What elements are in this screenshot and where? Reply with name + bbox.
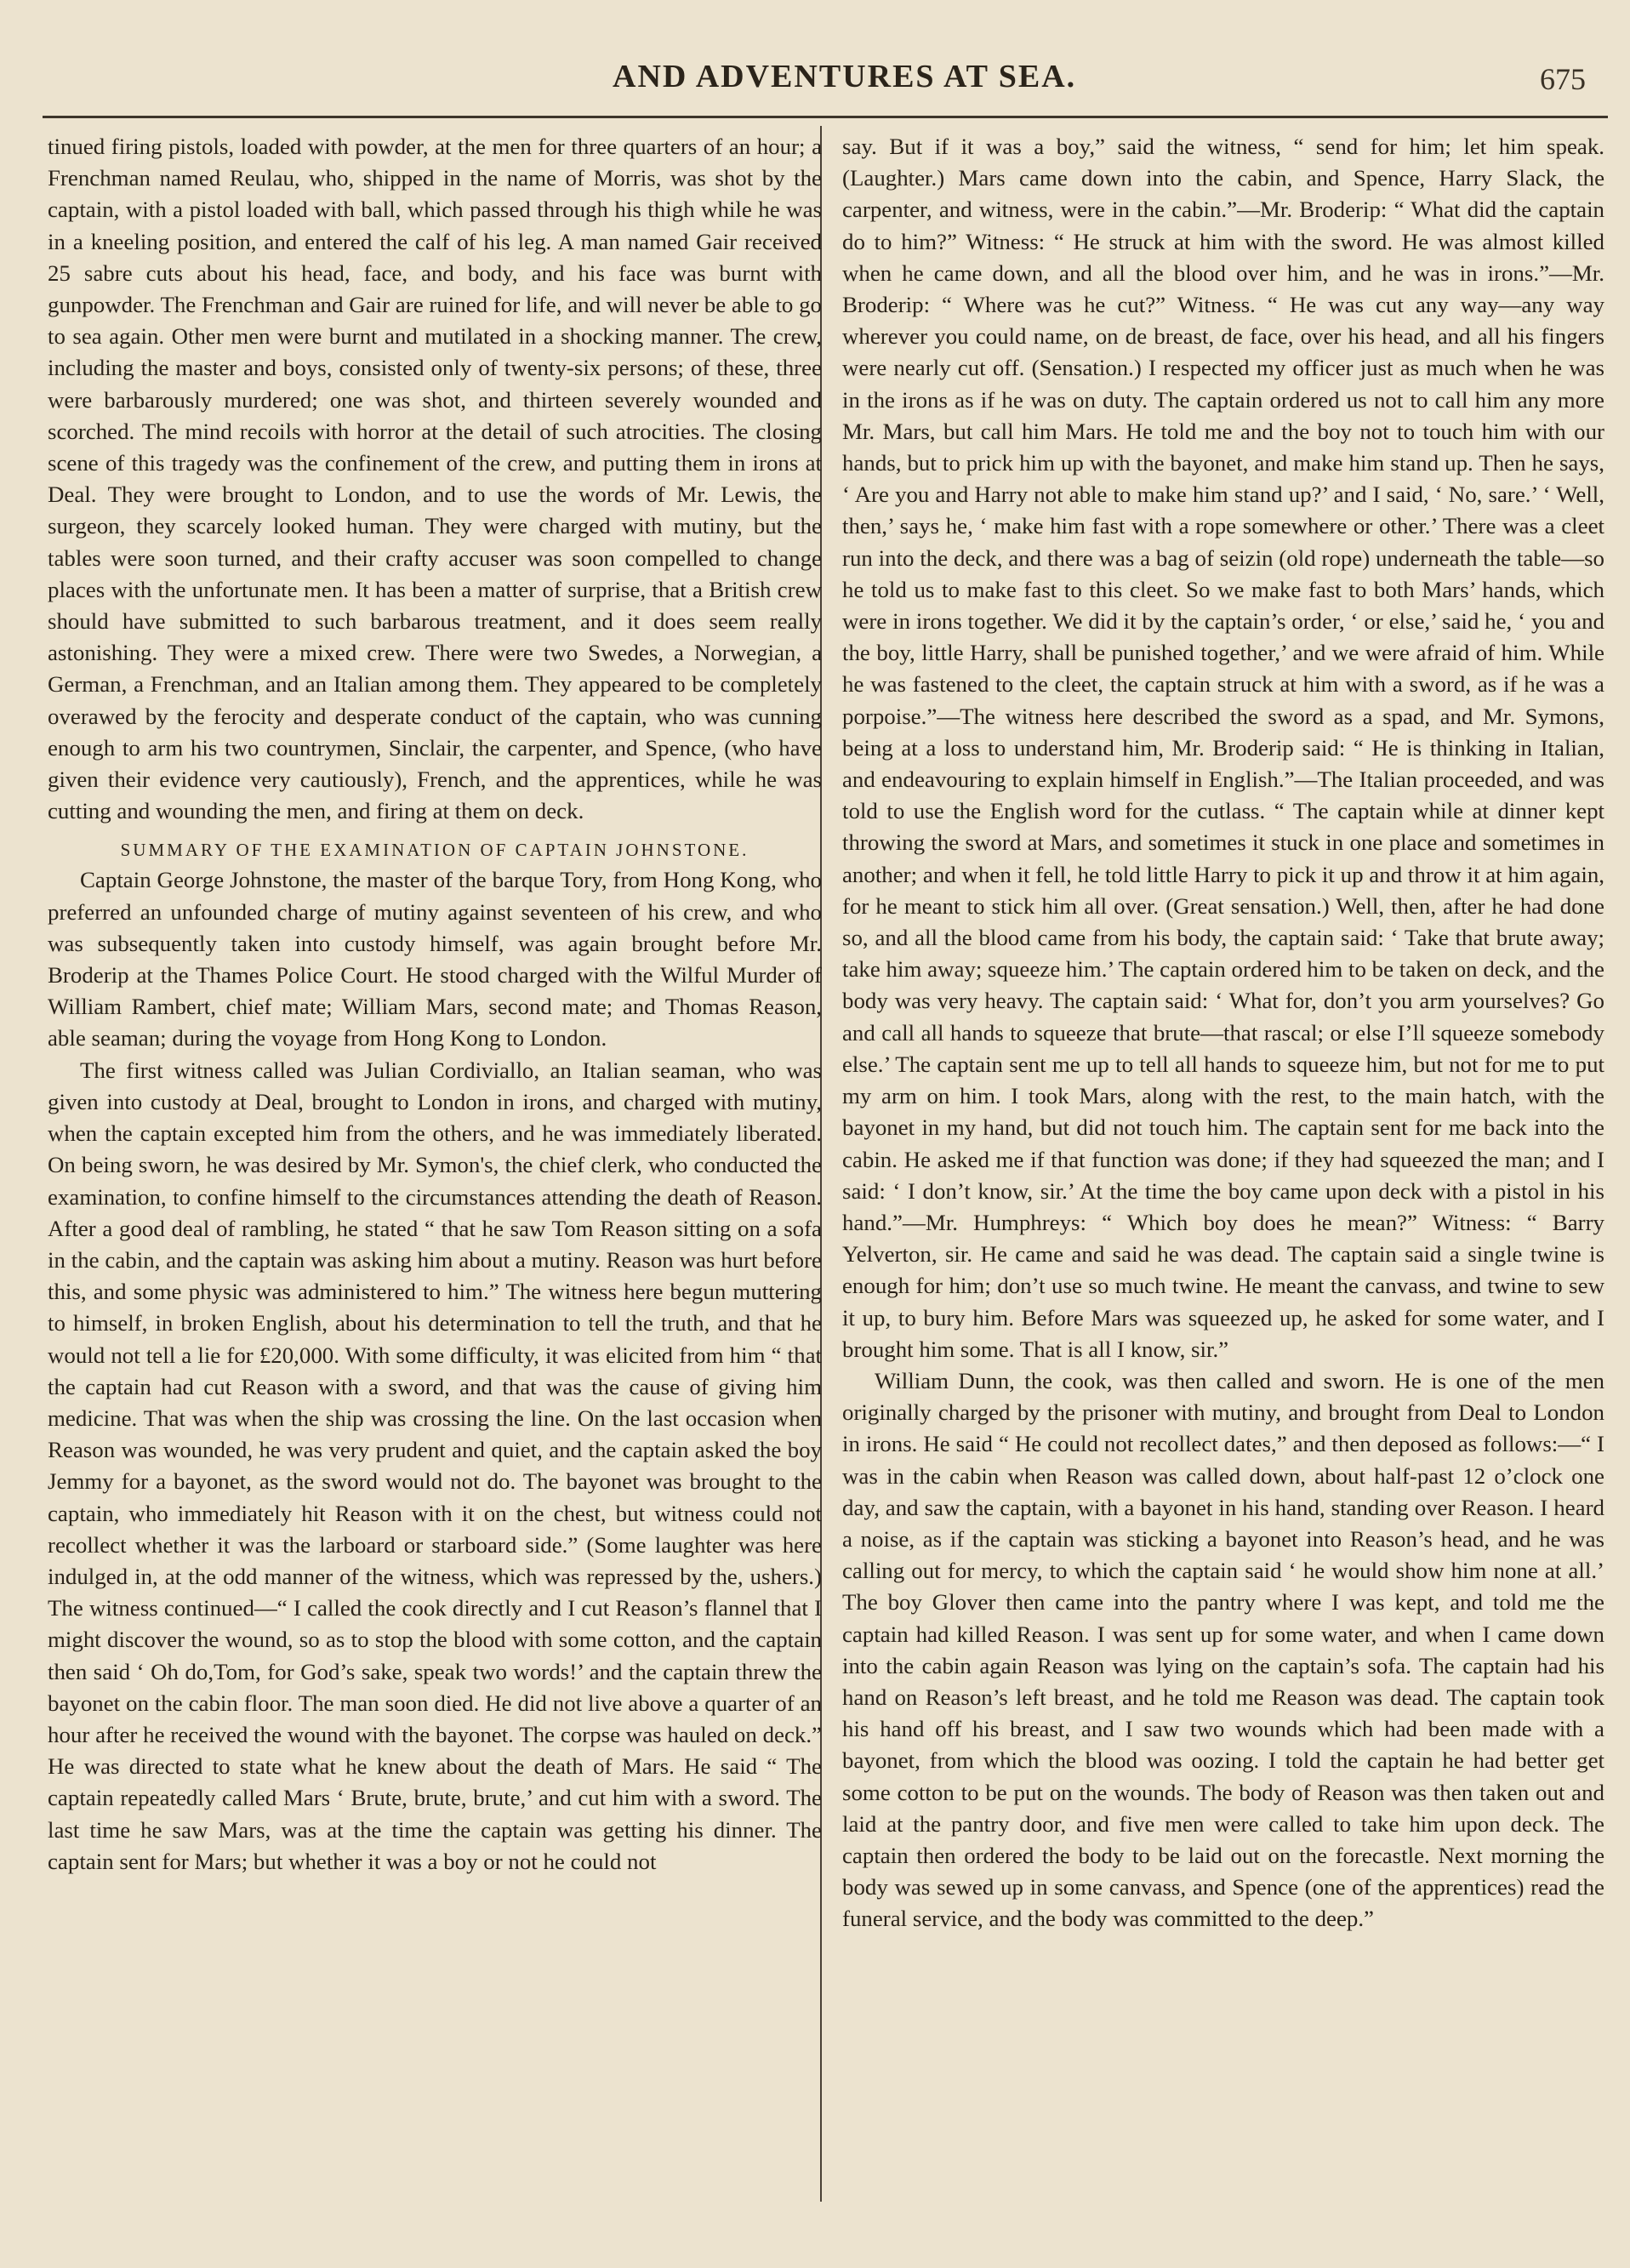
running-title: AND ADVENTURES AT SEA.: [613, 59, 1077, 94]
left-column: [48, 131, 822, 1878]
paragraph: William Dunn, the cook, was then called and sworn. He is one of the men originally charged by the prisoner with mutiny, and brought from Deal to London in irons. He said “ He could not recollect dates,” and then deposed as follows:—“ I was in the cabin when Reason was called down, about half-past 12 o’clock one day, and saw the captain, with a bayonet in his hand, standing over Reason. I heard a noise, as if the captain was sticking a bayonet into Reason’s head, and he was calling out for mercy, to which the captain said ‘ he would show him none at all.’ The boy Glover then came into the pantry where I was kept, and told me the captain had killed Reason. I was sent up for some water, and when I came down into the cabin again Reason was lying on the captain’s sofa. The captain had his hand on Reason’s left breast, and he told me Reason was dead. The captain took his hand off his breast, and I saw two wounds which had been made with a bayonet, from which the blood was oozing. I told the captain he had better get some cotton to be put on the wounds. The body of Reason was then taken out and laid at the pantry door, and five men were called to take him upon deck. The captain then ordered the body to be laid out on the forecastle. Next morning the body was sewed up in some canvass, and Spence (one of the apprentices) read the funeral service, and the body was committed to the deep.”: [842, 1367, 1604, 1932]
section-heading: SUMMARY OF THE EXAMINATION OF CAPTAIN JOHNSTONE.: [120, 840, 749, 861]
paragraph: The first witness called was Julian Cordiviallo, an Italian seaman, who was given into custody at Deal, brought to London in irons, and charged with mutiny, when the captain excepted him from the others, and he was immediately liberated. On being sworn, he was desired by Mr. Symon's, the chief clerk, who conducted the examination, to confine himself to the circumstances attending the death of Reason. After a good deal of rambling, he stated “ that he saw Tom Reason sitting on a sofa in the cabin, and the captain was asking him about a mutiny. Reason was hurt before this, and some physic was administered to him.” The witness here begun muttering to himself, in broken English, about his determination to tell the truth, and that he would not tell a lie for £20,000. With some difficulty, it was elicited from him “ that the captain had cut Reason with a sword, and that was the cause of giving him medicine. That was when the ship was crossing the line. On the last occasion when Reason was wounded, he was very prudent and quiet, and the captain asked the boy Jemmy for a bayonet, as the sword would not do. The bayonet was brought to the captain, who immediately hit Reason with it on the chest, but witness could not recollect whether it was the larboard or starboard side.” (Some laughter was here indulged in, at the odd manner of the witness, which was repressed by the, ushers.) The witness continued—“ I called the cook directly and I cut Reason’s flannel that I might discover the wound, so as to stop the blood with some cotton, and the captain then said ‘ Oh do,Tom, for God’s sake, speak two words!’ and the captain threw the bayonet on the cabin floor. The man soon died. He did not live above a quarter of an hour after he received the wound with the bayonet. The corpse was hauled on deck.” He was directed to state what he knew about the death of Mars. He said “ The captain repeatedly called Mars ‘ Brute, brute, brute,’ and cut him with a sword. The last time he saw Mars, was at the time the captain was getting his dinner. The captain sent for Mars; but whether it was a boy or not he could not: [48, 1057, 822, 1874]
paragraph: Captain George Johnstone, the master of the barque Tory, from Hong Kong, who preferred an unfounded charge of mutiny against seventeen of his crew, and who was subsequently taken into custody himself, was again brought before Mr. Broderip at the Thames Police Court. He stood charged with the Wilful Murder of William Rambert, chief mate; William Mars, second mate; and Thomas Reason, able seaman; during the voyage from Hong Kong to London.: [48, 867, 822, 1051]
page-number: 675: [1540, 62, 1586, 96]
paragraph: say. But if it was a boy,” said the witness, “ send for him; let him speak. (Laughter.) Mars came down into the cabin, and Spence, Harry Slack, the carpenter, and witness, were in the cabin.”—Mr. Broderip: “ What did the captain do to him?” Witness: “ He struck at him with the sword. He was almost killed when he came down, and all the blood over him, and he was in irons.”—Mr. Broderip: “ Where was he cut?” Witness. “ He was cut any way—any way wherever you could name, on de breast, de face, over his head, and all his fingers were nearly cut off. (Sensation.) I respected my officer just as much when he was in the irons as if he was on duty. The captain ordered us not to call him any more Mr. Mars, but call him Mars. He told me and the boy not to touch him with our hands, but to prick him up with the bayonet, and make him stand up. Then he says, ‘ Are you and Harry not able to make him stand up?’ and I said, ‘ No, sare.’ ‘ Well, then,’ says he, ‘ make him fast with a rope somewhere or other.’ There was a cleet run into the deck, and there was a bag of seizin (old rope) underneath the table—so he told us to make fast to this cleet. So we make fast to both Mars’ hands, which were in irons together. We did it by the captain’s order, ‘ or else,’ said he, ‘ you and the boy, little Harry, shall be punished together,’ and we were afraid of him. While he was fastened to the cleet, the captain struck at him with a sword, as if he was a porpoise.”—The witness here described the sword as a spad, and Mr. Symons, being at a loss to understand him, Mr. Broderip said: “ He is thinking in Italian, and endeavouring to explain himself in English.”—The Italian proceeded, and was told to use the English word for the cutlass. “ The captain while at dinner kept throwing the sword at Mars, and sometimes it stuck in one place and sometimes in another; and when it fell, he told little Harry to pick it up and throw it at him again, for he meant to stick him all over. (Great sensation.) Well, then, after he had done so, and all the blood came from his body, the captain said: ‘ Take that brute away; take him away; squeeze him.’ The captain ordered him to be taken on deck, and the body was very heavy. The captain said: ‘ What for, don’t you arm yourselves? Go and call all hands to squeeze that brute—that rascal; or else I’ll squeeze somebody else.’ The captain sent me up to tell all hands to squeeze him, but not for me to put my arm on him. I took Mars, along with the rest, to the main hatch, with the bayonet in my hand, but did not touch him. The captain sent for me back into the cabin. He asked me if that function was done; if they had squeezed the man; and I said: ‘ I don’t know, sir.’ At the time the boy came upon deck with a pistol in his hand.”—Mr. Humphreys: “ Which boy does he mean?” Witness: “ Barry Yelverton, sir. He came and said he was dead. The captain said a single twine is enough for him; don’t use so much twine. He meant the canvass, and twine to sew it up, to bury him. Before Mars was squeezed up, he asked for some water, and I brought him some. That is all I know, sir.”: [842, 134, 1604, 1362]
header-rule: [43, 116, 1608, 118]
paragraph: tinued firing pistols, loaded with powder, at the men for three quarters of an hour; a Frenchman named Reulau, who, shipped in the name of Morris, was shot by the captain, with a pistol loaded with ball, which passed through his thigh while he was in a kneeling position, and entered the calf of his leg. A man named Gair received 25 sabre cuts about his head, face, and body, and his face was burnt with gunpowder. The Frenchman and Gair are ruined for life, and will never be able to go to sea again. Other men were burnt and mutilated in a shocking manner. The crew, including the master and boys, consisted only of twenty-six persons; of these, three were barbarously murdered; one was shot, and thirteen severely wounded and scorched. The mind recoils with horror at the detail of such atrocities. The closing scene of this tragedy was the confinement of the crew, and putting them in irons at Deal. They were brought to London, and to use the words of Mr. Lewis, the surgeon, they scarcely looked human. They were charged with mutiny, but the tables were soon turned, and their crafty accuser was soon compelled to change places with the unfortunate men. It has been a matter of surprise, that a British crew should have submitted to such barbarous treatment, and it does seem really astonishing. They were a mixed crew. There were two Swedes, a Norwegian, a German, a Frenchman, and an Italian among them. They appeared to be completely overawed by the ferocity and desperate conduct of the captain, who was cunning enough to arm his two countrymen, Sinclair, the carpenter, and Spence, (who have given their evidence very cautiously), French, and the apprentices, while he was cutting and wounding the men, and firing at them on deck.: [48, 134, 822, 824]
right-column: [842, 131, 1604, 1935]
